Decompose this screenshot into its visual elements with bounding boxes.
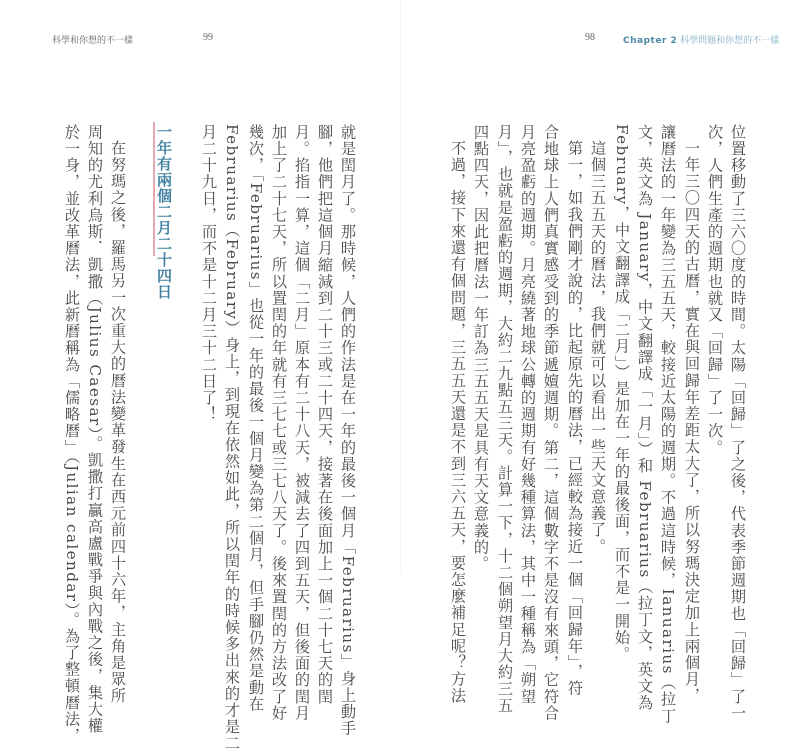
text-column: 就是閏月了。那時候，人們的作法是在一年的最後一個月「Februarius」身上動手 [339, 124, 357, 737]
text-column: 月」，也就是盈虧的週期，大約二九點五三天。計算一下，十二個朔望月大約三五 [496, 124, 514, 714]
right-running-header [623, 33, 779, 46]
book-spine [400, 0, 401, 572]
text-column: 這個三五五天的曆法，我們就可以看出一些天文意義了。 [589, 140, 607, 555]
text-column: 月亮盈虧的週期。月亮繞著地球公轉的週期有好幾種算法，其中一種稱為「朔望 [519, 124, 537, 705]
text-column: 在努瑪之後，羅馬另一次重大的曆法變革發生在西元前四十六年，主角是眾所 [109, 140, 127, 705]
text-column: February，中文翻譯成「二月」）是加在一年的最後面，而不是一開始。 [613, 124, 631, 663]
text-column: 文，英文為 January，中文翻譯成「一月」）和 Februarius（拉丁文，英文為 [636, 124, 654, 712]
text-column: 次，人們生產的週期也就又「回歸」了一次。 [706, 124, 724, 456]
text-column: 四點四天，因此把曆法一年訂為三五五天是具有天文意義的。 [472, 124, 490, 573]
text-column: 加上了二十七天，所以置閏的年就有三七七或三七八天了。後來置閏的方法改了好 [270, 124, 288, 722]
chapter-title: 科學問題和你想的不一樣 [680, 36, 780, 46]
text-column: 幾次，「Februarius」也從一年的最後一個月變為第二個月，但手腳仍然是動在 [247, 124, 265, 713]
text-column: 位置移動了三六〇度的時間。太陽「回歸」了之後，代表季節週期也「回歸」了一 [729, 124, 747, 722]
text-column: 一年三〇四天的古曆，實在與回歸年差距太大了，所以努瑪決定加上兩個月， [683, 140, 701, 705]
left-running-header: 科學和你想的不一樣 [52, 36, 134, 46]
text-column: 周知的尤利烏斯．凱撒（Julius Caesar）。凱撒打贏高盧戰爭與內戰之後，集大權 [86, 124, 104, 735]
text-column: 月二十九日，而不是十二月三十二日了！ [200, 124, 218, 423]
text-column: 讓曆法的一年變為三五五天，較接近太陽的週期。不過這時候，Ianuarius（拉丁 [659, 124, 677, 725]
text-column: 於一身，並改革曆法，此新曆稱為「儒略曆」（Julian calendar）。為了整頓曆法， [63, 124, 81, 745]
text-column: Februarius（February）身上，到現在依然如此，所以閏年的時候多出來的才是二 [223, 124, 241, 752]
right-page-number: 98 [585, 32, 595, 43]
text-column: 合地球上人們真實感受到的季節遞嬗週期。第二，這個數字不是沒有來頭，它符合 [542, 124, 560, 722]
text-column: 月。掐指一算，這個「二月」原本有二十八天，被減去了四到五天，但後面的閏月 [293, 124, 311, 722]
chapter-label: Chapter 2 [623, 36, 678, 46]
left-page-number: 99 [203, 32, 213, 43]
text-column: 第一，如我們剛才說的，比起原先的曆法，已經較為接近一個「回歸年」，符 [566, 140, 584, 697]
text-column: 腳，他們把這個月縮減到二十三或二十四天，接著在後面加上一個二十七天的閏 [316, 124, 334, 705]
section-heading: 一年有兩個二月二十四日 [155, 124, 173, 300]
text-column: 不過，接下來還有個問題，三五五天還是不到三六五天，要怎麼補足呢？方法 [449, 140, 467, 705]
